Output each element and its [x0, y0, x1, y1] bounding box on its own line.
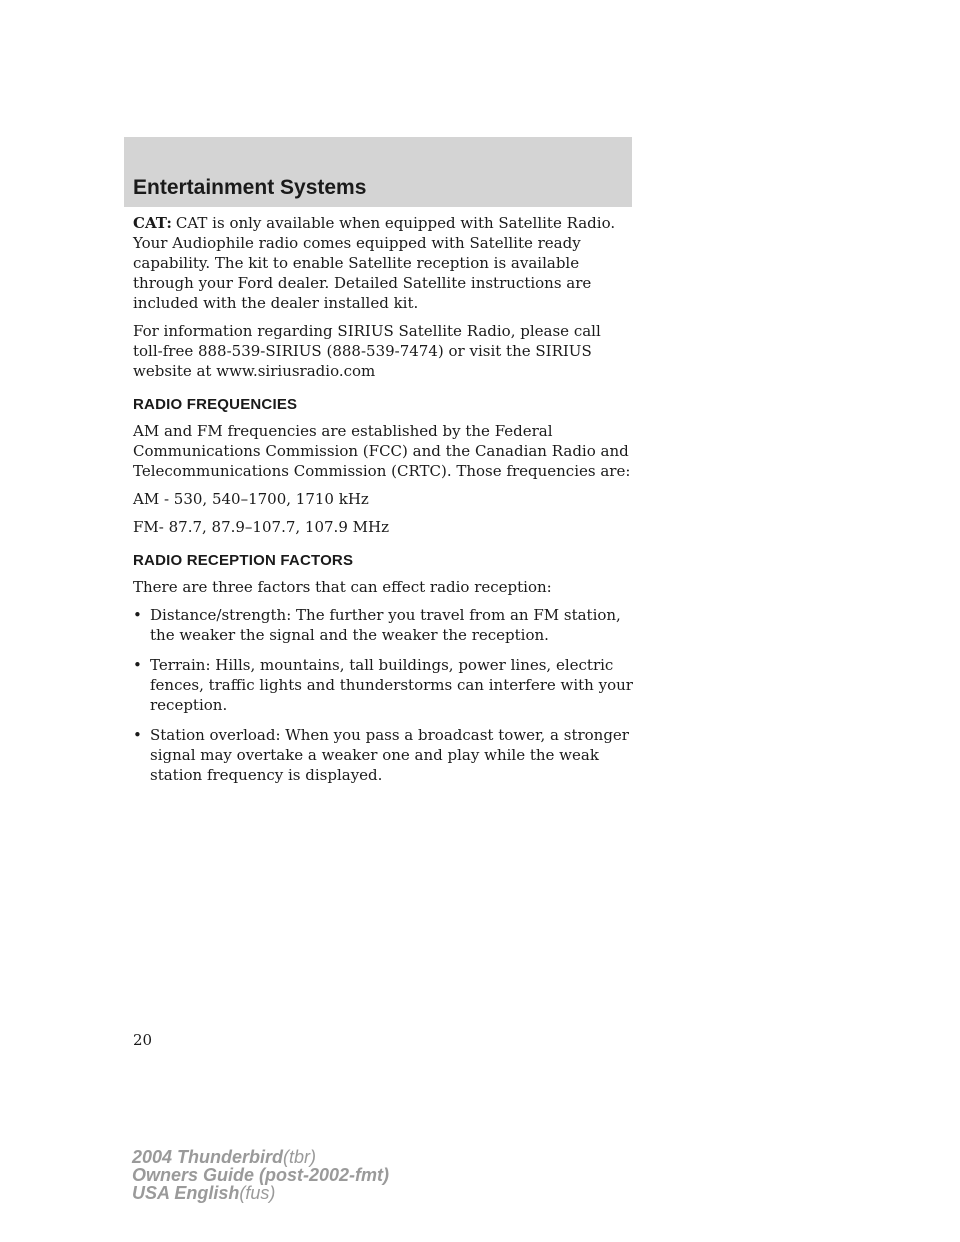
- list-item-text: Station overload: When you pass a broadcast tower, a stronger signal may overtake a weaker one and play while the weak station frequency is displayed.: [150, 726, 629, 784]
- footer-language: USA English: [132, 1183, 240, 1203]
- footer-language-code: (fus): [239, 1183, 276, 1203]
- page-number: 20: [133, 1031, 153, 1049]
- bullet-icon: •: [133, 606, 142, 624]
- footer-model: 2004 Thunderbird: [132, 1147, 284, 1167]
- radio-frequencies-heading: RADIO FREQUENCIES: [133, 396, 298, 413]
- list-item: [133, 725, 633, 785]
- section-title: Entertainment Systems: [133, 176, 367, 199]
- am-frequencies: AM - 530, 540–1700, 1710 kHz: [133, 490, 369, 508]
- page-content: [133, 213, 633, 795]
- bullet-icon: •: [133, 656, 142, 674]
- list-item: [133, 605, 633, 645]
- footer-line-model: [132, 1148, 389, 1166]
- radio-reception-heading: RADIO RECEPTION FACTORS: [133, 552, 354, 569]
- section-header: [124, 137, 632, 207]
- cat-text: CAT is only available when equipped with Satellite Radio. Your Audiophile radio comes equipped with Satellite ready capability. The kit to enable Satellite reception is available through your Ford dealer. Detailed Satellite instructions are included with the dealer installed kit.: [133, 214, 616, 312]
- cat-paragraph: [133, 213, 633, 313]
- footer-line-language: [132, 1184, 389, 1202]
- sirius-info-paragraph: For information regarding SIRIUS Satellite Radio, please call toll-free 888-539-SIRIUS (888-539-7474) or visit the SIRIUS website at www.siriusradio.com: [133, 322, 601, 380]
- list-item: [133, 655, 633, 715]
- bullet-icon: •: [133, 726, 142, 744]
- reception-intro: There are three factors that can effect radio reception:: [133, 578, 552, 596]
- footer-line-guide: [132, 1166, 389, 1184]
- fm-frequencies: FM- 87.7, 87.9–107.7, 107.9 MHz: [133, 518, 389, 536]
- frequencies-intro: AM and FM frequencies are established by the Federal Communications Commission (FCC) and the Canadian Radio and Telecommunications Commission (CRTC). Those frequencies are:: [133, 422, 631, 480]
- list-item-text: Distance/strength: The further you travel from an FM station, the weaker the signal and the weaker the reception.: [150, 606, 621, 644]
- reception-factors-list: [133, 605, 633, 785]
- footer-model-code: (tbr): [283, 1147, 317, 1167]
- cat-lead: CAT:: [133, 214, 172, 232]
- document-footer: [132, 1148, 389, 1202]
- list-item-text: Terrain: Hills, mountains, tall buildings, power lines, electric fences, traffic lights and thunderstorms can interfere with your reception.: [150, 656, 633, 714]
- footer-guide: Owners Guide (post-2002-fmt): [132, 1165, 390, 1185]
